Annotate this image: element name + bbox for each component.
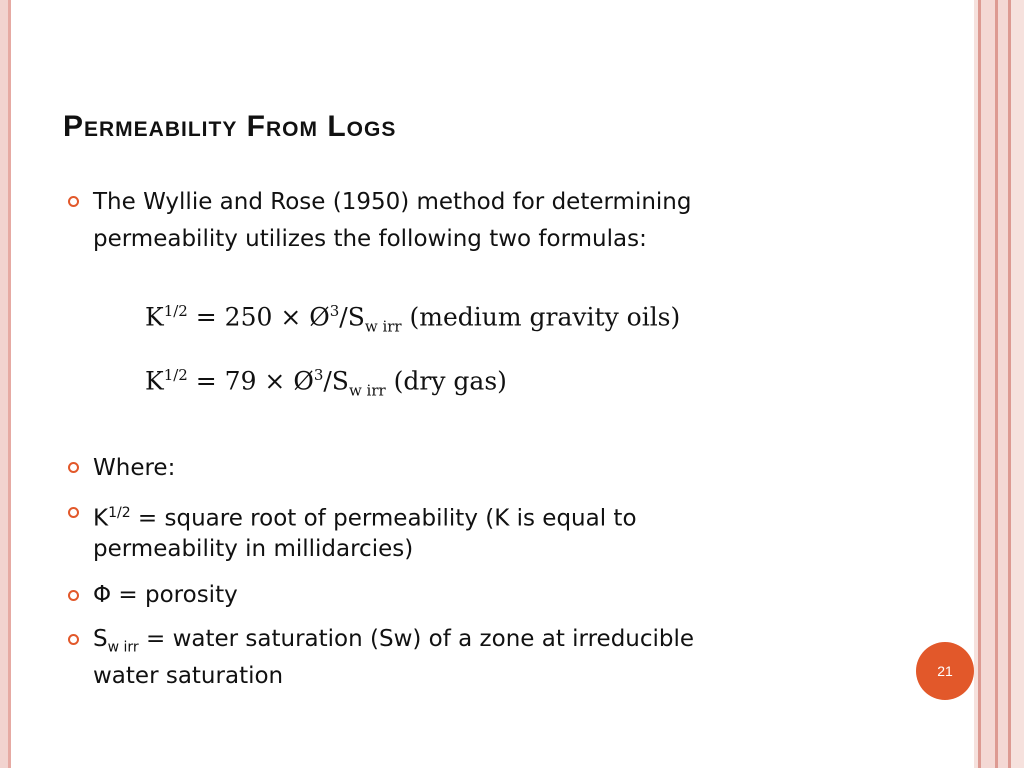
bullet-text-line: water saturation (93, 663, 284, 689)
formula-subscript: w irr (348, 381, 386, 400)
bullet-text-line: permeability in millidarcies) (93, 536, 414, 562)
formula-exponent: 3 (313, 366, 324, 384)
formula-dry-gas (145, 366, 507, 399)
bullet-text-line: The Wyllie and Rose (1950) method for determining (93, 189, 692, 215)
page-number: 21 (937, 663, 953, 679)
right-decor-stripe (1011, 0, 1024, 768)
bullet-icon (68, 507, 79, 518)
definition-exponent: 1/2 (108, 505, 131, 521)
formula-equation: = 79 × Ø (187, 366, 314, 396)
formula-note: (dry gas) (385, 366, 507, 396)
definition-symbol: Φ (93, 582, 112, 608)
definition-text: = water saturation (Sw) of a zone at irreducible (138, 626, 695, 652)
formula-lhs: K (145, 366, 164, 396)
right-decor-stripe (981, 0, 995, 768)
bullet-icon (68, 590, 79, 601)
bullet-icon (68, 634, 79, 645)
slide-title: Permeability From Logs (63, 110, 397, 143)
formula-divisor: /S (339, 302, 365, 332)
definition-text: = square root of permeability (K is equal to (130, 505, 637, 532)
bullet-icon (68, 462, 79, 473)
formula-equation: = 250 × Ø (187, 302, 330, 332)
left-decor-line (8, 0, 11, 768)
definition-text: = porosity (111, 582, 238, 608)
page-number-badge (916, 642, 974, 700)
definition-phi (93, 577, 238, 614)
right-decor-stripe (998, 0, 1008, 768)
definition-symbol: S (93, 626, 108, 652)
bullet-icon (68, 196, 79, 207)
formula-note: (medium gravity oils) (401, 302, 681, 332)
formula-exponent: 3 (329, 302, 340, 320)
bullet-text-line: Where: (93, 455, 176, 481)
formula-exponent: 1/2 (163, 302, 188, 320)
left-decor-stripe (0, 0, 8, 768)
formula-subscript: w irr (364, 317, 402, 336)
formula-lhs: K (145, 302, 164, 332)
bullet-text-line: permeability utilizes the following two formulas: (93, 226, 647, 252)
formula-medium-gravity (145, 302, 680, 335)
formula-divisor: /S (323, 366, 349, 396)
formula-exponent: 1/2 (163, 366, 188, 384)
definition-subscript: w irr (107, 639, 139, 656)
definition-symbol: K (93, 505, 109, 532)
